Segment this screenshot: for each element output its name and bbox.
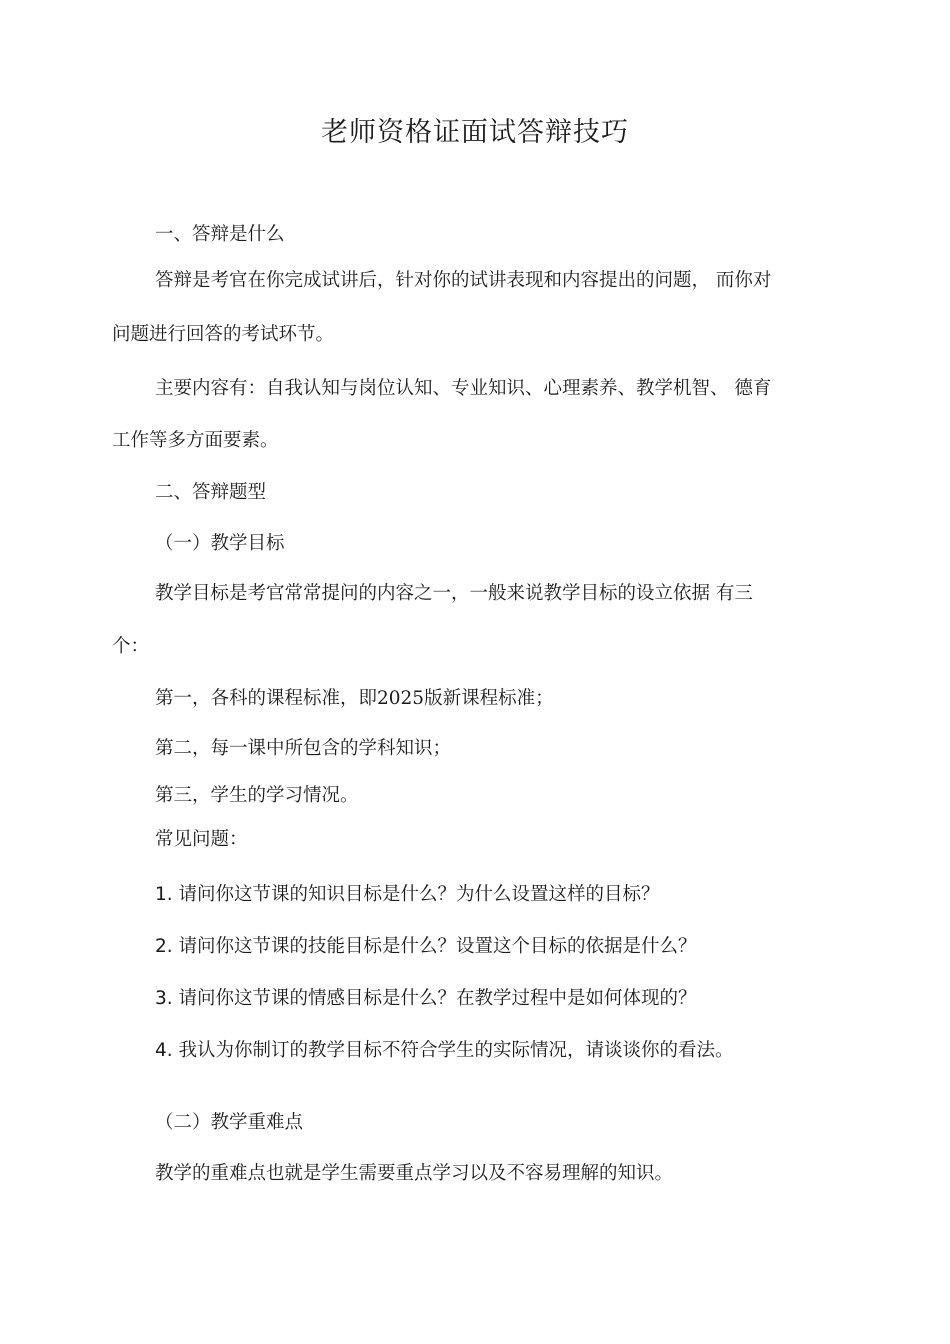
question-item — [155, 1040, 734, 1062]
document-title: 老师资格证面试答辩技巧 — [321, 117, 629, 148]
paragraph-line: 答辩是考官在你完成试讲后，针对你的试讲表现和内容提出的问题， 而你对 — [155, 270, 772, 291]
common-questions-label: 常见问题： — [155, 829, 248, 850]
list-item: 第三，学生的学习情况。 — [155, 785, 359, 806]
paragraph-line: 教学的重难点也就是学生需要重点学习以及不容易理解的知识。 — [155, 1163, 674, 1184]
paragraph-line: 工作等多方面要素。 — [112, 430, 279, 451]
paragraph-line: 主要内容有：自我认知与岗位认知、专业知识、心理素养、教学机智、 德育 — [155, 378, 772, 399]
paragraph-line: 个： — [112, 636, 150, 657]
subheading-key-points: （二）教学重难点 — [155, 1112, 304, 1133]
list-item: 第一，各科的课程标准，即2025版新课程标准； — [155, 688, 554, 709]
question-item — [155, 988, 697, 1010]
question-item — [155, 884, 660, 906]
subheading-teaching-goals: （一）教学目标 — [155, 533, 285, 554]
paragraph-line: 教学目标是考官常常提问的内容之一，一般来说教学目标的设立依据 有三 — [155, 583, 753, 604]
question-text: 请问你这节课的技能目标是什么？设置这个目标的依据是什么？ — [178, 936, 697, 957]
list-item: 第二，每一课中所包含的学科知识； — [155, 738, 452, 759]
question-number: 1. — [155, 884, 173, 905]
question-text: 请问你这节课的情感目标是什么？在教学过程中是如何体现的？ — [178, 988, 697, 1009]
question-number: 2. — [155, 936, 173, 957]
question-number: 4. — [155, 1040, 173, 1061]
question-text: 请问你这节课的知识目标是什么？为什么设置这样的目标？ — [178, 884, 660, 905]
question-text: 我认为你制订的教学目标不符合学生的实际情况，请谈谈你的看法。 — [178, 1040, 734, 1061]
question-number: 3. — [155, 988, 173, 1009]
heading-what-is-defense: 一、答辩是什么 — [155, 224, 285, 245]
paragraph-line: 问题进行回答的考试环节。 — [112, 324, 335, 345]
question-item — [155, 936, 697, 958]
heading-question-types: 二、答辩题型 — [155, 482, 267, 503]
